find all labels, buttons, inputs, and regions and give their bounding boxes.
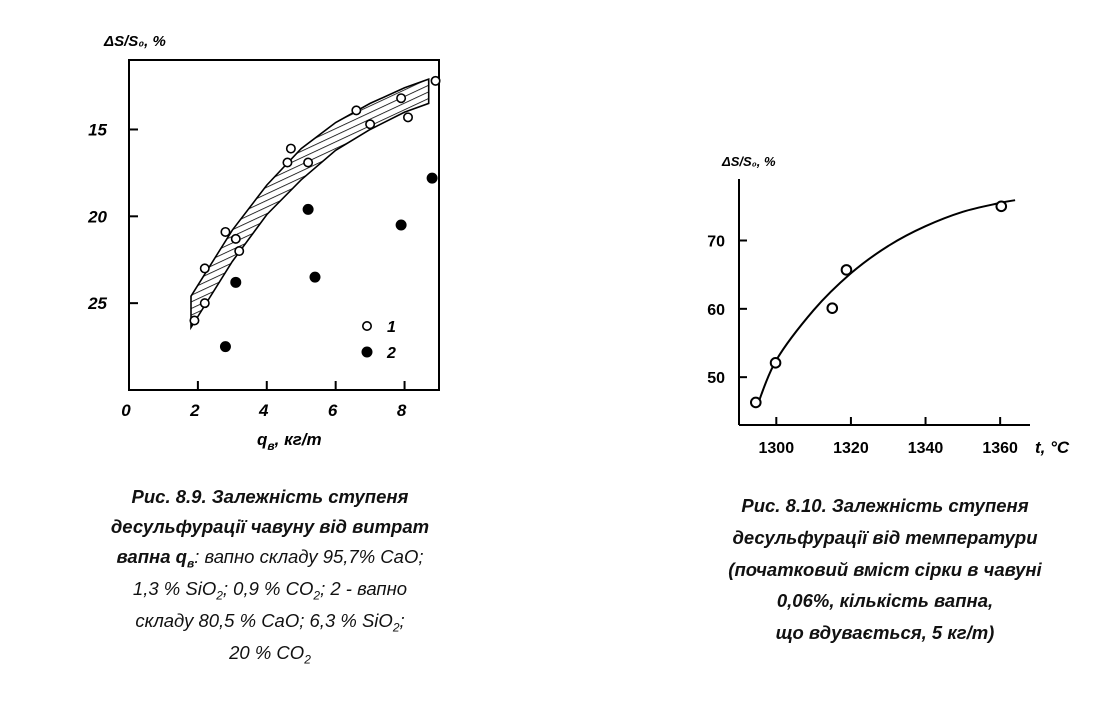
x-tick-label: 4 (259, 401, 269, 420)
x-tick-label: 1320 (833, 440, 869, 457)
series2-point (231, 277, 241, 287)
x-tick-label: 8 (396, 401, 407, 420)
chart-1 (87, 33, 440, 453)
chart2-y-axis (707, 234, 747, 388)
x-tick-label: 1340 (907, 440, 944, 457)
series1-point (190, 316, 198, 324)
data-point (751, 398, 761, 408)
legend-marker (363, 322, 371, 330)
chart1-legend (362, 319, 396, 362)
caption1-line3: вапна $q_в$: вапно складу 95,7% CaO; (116, 545, 424, 571)
series1-point (283, 158, 291, 166)
hatched-band (191, 79, 429, 327)
legend-label: 1 (387, 319, 396, 336)
data-point (996, 202, 1006, 212)
chart2-x-axis (759, 417, 1019, 457)
series1-point (287, 144, 295, 152)
caption2-line4: 0,06%, кількість вапна, (776, 590, 994, 612)
series2-point (303, 204, 313, 214)
chart1-y-axis (87, 120, 138, 313)
series1-point (201, 264, 209, 272)
legend-marker (362, 347, 372, 357)
figure-8-10-caption (640, 490, 1119, 649)
legend-label: 2 (387, 345, 396, 362)
chart2-points (751, 202, 1006, 408)
caption1-line6: 20 % $CO_2$ (229, 642, 311, 667)
data-point (771, 358, 781, 368)
series1-point (232, 235, 240, 243)
y-tick-label: 15 (88, 120, 107, 140)
caption1-line5: складу 80,5 % CaO; 6,3 % SiO$_2$; (135, 610, 405, 635)
caption2-line1: Рис. 8.10. Залежність ступеня (741, 495, 1029, 516)
caption2-line3: (початковий вміст сірки в чавуні (728, 558, 1042, 580)
series1-point (352, 106, 360, 114)
chart1-xlabel: $q_в$, кг/т (257, 430, 322, 453)
x-tick-label: 2 (190, 401, 200, 420)
chart1-ylabel: ΔS/S₀, % (104, 33, 166, 50)
series2-point (220, 342, 230, 352)
y-tick-label: 60 (707, 301, 725, 319)
series1-point (201, 299, 209, 307)
caption1-line1: Рис. 8.9. Залежність ступеня (131, 486, 409, 507)
series1-point (431, 77, 439, 85)
series1-point (397, 94, 405, 102)
chart2-ylabel: ΔS/S₀, % (722, 154, 776, 169)
series2-point (310, 272, 320, 282)
chart-2 (707, 154, 1070, 457)
series1-point (366, 120, 374, 128)
y-tick-label: 25 (88, 294, 107, 314)
chart1-x-axis (121, 381, 407, 420)
y-tick-label: 20 (88, 207, 107, 227)
chart1-band (191, 79, 429, 327)
series1-point (304, 158, 312, 166)
y-tick-label: 50 (707, 370, 725, 388)
series1-point (404, 113, 412, 121)
data-point (827, 303, 837, 313)
series1-point (221, 228, 229, 236)
x-tick-label: 1360 (982, 440, 1018, 457)
caption2-line5: що вдувається, 5 кг/т) (775, 622, 995, 644)
caption2-line2: десульфурації від температури (732, 526, 1038, 548)
chart1-points (190, 77, 440, 352)
chart2-curve (758, 200, 1015, 404)
series2-point (396, 220, 406, 230)
data-point (842, 265, 852, 275)
caption1-line4: 1,3 % SiO$_2$; 0,9 % $CO_2$; 2 - вапно (132, 578, 408, 603)
y-tick-label: 70 (707, 233, 725, 251)
series2-point (427, 173, 437, 183)
figure-8-9-caption (60, 482, 480, 670)
chart2-xlabel: t, °C (1035, 438, 1070, 457)
x-tick-label: 0 (121, 401, 131, 420)
caption1-line2: десульфурації чавуну від витрат (110, 515, 430, 537)
series1-point (235, 247, 243, 255)
x-tick-label: 6 (327, 401, 338, 420)
x-tick-label: 1300 (758, 440, 795, 457)
